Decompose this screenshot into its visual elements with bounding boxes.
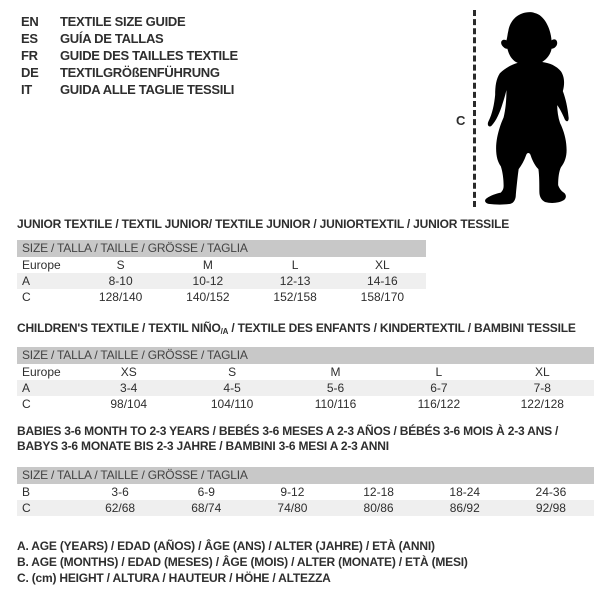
column-header: L: [435, 365, 443, 379]
size-cell: 98/104: [110, 397, 148, 411]
size-cell: 8-10: [108, 274, 133, 288]
size-cell: 7-8: [533, 381, 551, 395]
row-label: A: [22, 274, 31, 288]
size-cell: 68/74: [191, 501, 222, 515]
section-title-children: [17, 321, 576, 336]
size-cell: 18-24: [449, 485, 481, 499]
title-text: / TEXTILE DES ENFANTS / KINDERTEXTIL / BAMBINI TESSILE: [228, 321, 576, 335]
size-cell: 10-12: [192, 274, 224, 288]
size-cell: 6-7: [430, 381, 448, 395]
column-header: S: [228, 365, 237, 379]
size-cell: 4-5: [223, 381, 241, 395]
language-list: [21, 13, 238, 98]
language-label: GUÍA DE TALLAS: [60, 31, 164, 46]
language-label: GUIDE DES TAILLES TEXTILE: [60, 48, 238, 63]
column-header: XL: [375, 258, 390, 272]
column-header: Europe: [22, 258, 61, 272]
size-cell: 140/152: [186, 290, 230, 304]
column-header: S: [116, 258, 125, 272]
footnote-a: A. AGE (YEARS) / EDAD (AÑOS) / ÂGE (ANS) / ALTER (JAHRE) / ETÀ (ANNI): [17, 539, 435, 553]
column-header: XS: [120, 365, 137, 379]
size-cell: 62/68: [105, 501, 136, 515]
table-row-height: [17, 500, 594, 516]
title-line-1: BABIES 3-6 MONTH TO 2-3 YEARS / BEBÉS 3-6 MESES A 2-3 AÑOS / BÉBÉS 3-6 MOIS À 2-3 ANS /: [17, 424, 559, 438]
junior-size-table: [17, 240, 426, 305]
size-cell: 14-16: [367, 274, 398, 288]
size-cell: 92/98: [535, 501, 566, 515]
language-row-en: [21, 13, 238, 30]
section-title-babies: [17, 424, 558, 454]
column-header: L: [291, 258, 299, 272]
size-cell: 80/86: [363, 501, 394, 515]
size-cell: 6-9: [197, 485, 215, 499]
size-cell: 110/116: [314, 397, 357, 411]
language-label: TEXTILGRÖßENFÜHRUNG: [60, 65, 220, 80]
size-cell: 116/122: [417, 397, 461, 411]
language-label: GUIDA ALLE TAGLIE TESSILI: [60, 82, 235, 97]
size-cell: 9-12: [280, 485, 305, 499]
row-label: B: [22, 485, 31, 499]
size-cell: 3-4: [120, 381, 138, 395]
column-header: Europe: [22, 365, 61, 379]
language-row-fr: [21, 47, 238, 64]
footnote-b: B. AGE (MONTHS) / EDAD (MESES) / ÂGE (MOIS) / ALTER (MONATE) / ETÀ (MESI): [17, 555, 468, 569]
size-cell: 5-6: [326, 381, 345, 395]
row-label: C: [22, 501, 31, 515]
size-header: SIZE / TALLA / TAILLE / GRÖSSE / TAGLIA: [17, 347, 594, 364]
size-cell: 12-18: [363, 485, 394, 499]
footnote-c: C. (cm) HEIGHT / ALTURA / HAUTEUR / HÖHE / ALTEZZA: [17, 571, 331, 585]
baby-silhouette-icon: [482, 7, 576, 209]
title-line-2: BABYS 3-6 MONATE BIS 2-3 JAHRE / BAMBINI 3-6 MESI A 2-3 ANNI: [17, 439, 389, 453]
row-label: C: [22, 290, 31, 304]
children-size-table: [17, 347, 594, 412]
language-row-de: [21, 64, 238, 81]
size-cell: 152/158: [273, 290, 317, 304]
size-cell: 104/110: [210, 397, 254, 411]
size-cell: 3-6: [111, 485, 129, 499]
language-code: EN: [21, 14, 39, 29]
size-cell: 12-13: [279, 274, 311, 288]
row-label: C: [22, 397, 31, 411]
height-dashed-line: [473, 10, 476, 207]
size-cell: 74/80: [277, 501, 308, 515]
footnote-list: [17, 538, 468, 586]
table-row-age: [17, 380, 594, 396]
title-text: CHILDREN'S TEXTILE / TEXTIL NIÑO: [17, 321, 221, 335]
row-label: A: [22, 381, 31, 395]
language-code: IT: [21, 82, 32, 97]
language-code: FR: [21, 48, 38, 63]
language-row-it: [21, 81, 238, 98]
size-cell: 158/170: [360, 290, 405, 304]
babies-size-table: [17, 467, 594, 516]
table-row-height: [17, 289, 426, 305]
language-row-es: [21, 30, 238, 47]
column-header: M: [330, 365, 341, 379]
section-title-junior: JUNIOR TEXTILE / TEXTIL JUNIOR/ TEXTILE JUNIOR / JUNIORTEXTIL / JUNIOR TESSILE: [17, 217, 510, 231]
table-row-age: [17, 273, 426, 289]
column-header: M: [202, 258, 213, 272]
title-subscript: /A: [220, 327, 229, 336]
size-cell: 128/140: [98, 290, 143, 304]
size-header: SIZE / TALLA / TAILLE / GRÖSSE / TAGLIA: [17, 240, 426, 257]
column-header: XL: [534, 365, 550, 379]
table-header-row: [17, 257, 426, 273]
table-header-row: [17, 364, 594, 380]
size-cell: 86/92: [449, 501, 480, 515]
language-code: DE: [21, 65, 39, 80]
size-cell: 24-36: [535, 485, 567, 499]
size-cell: 122/128: [520, 397, 564, 411]
table-row-height: [17, 396, 594, 412]
language-code: ES: [21, 31, 38, 46]
size-header: SIZE / TALLA / TAILLE / GRÖSSE / TAGLIA: [17, 467, 594, 484]
table-row-age: [17, 484, 594, 500]
language-label: TEXTILE SIZE GUIDE: [60, 14, 186, 29]
height-measure-label: C: [456, 113, 466, 128]
